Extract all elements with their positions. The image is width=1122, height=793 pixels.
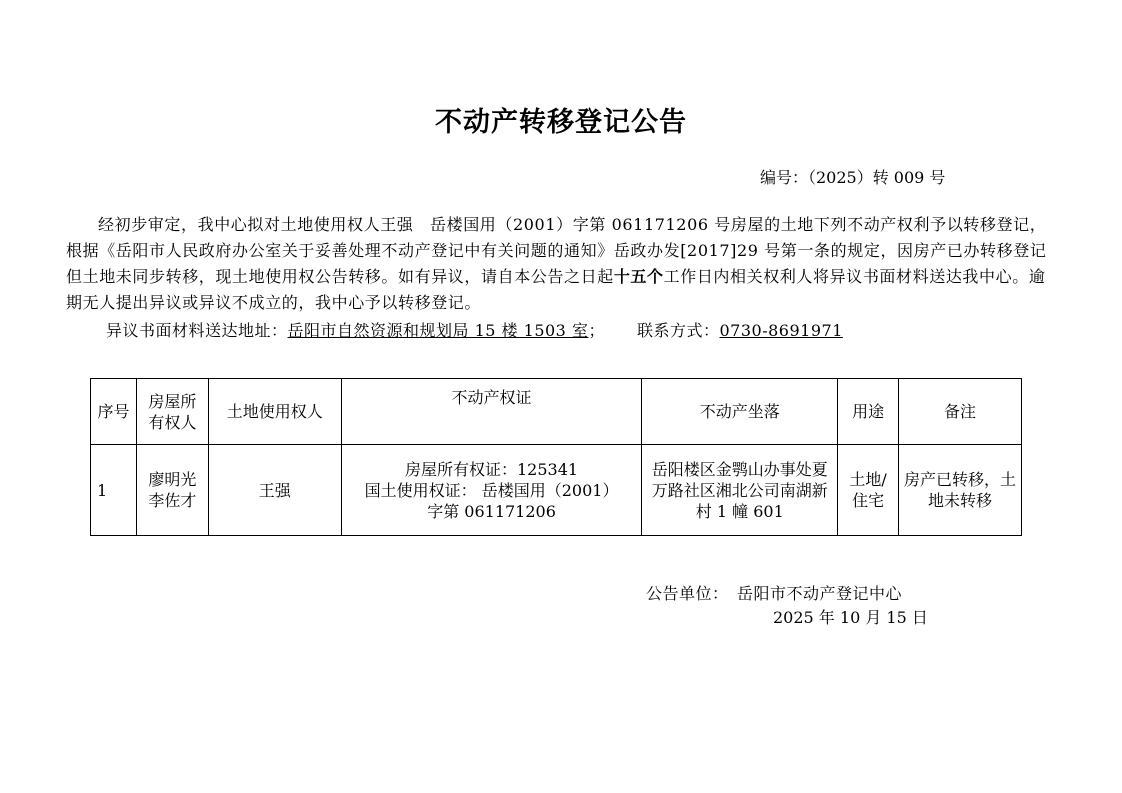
announcement-paragraph [66, 212, 1056, 316]
cert-line-number: 字第 061171206 [427, 501, 556, 521]
cell-note: 房产已转移，土地未转移 [899, 445, 1022, 536]
objection-address-line [106, 318, 843, 341]
cell-location: 岳阳楼区金鹗山办事处夏万路社区湘北公司南湖新村 1 幢 601 [642, 445, 838, 536]
cell-num: 1 [91, 445, 137, 536]
deadline-days: 十五个 [613, 267, 664, 286]
cell-usage: 土地/住宅 [838, 445, 899, 536]
issuer-line: 公告单位： 岳阳市不动产登记中心 [646, 584, 903, 603]
address-value: 岳阳市自然资源和规划局 15 楼 1503 室 [287, 321, 589, 340]
announcement-text-after-deadline: 工作日内相关权利人将异议书面材料送达我中心。逾期无人提出异议或异议不成立的，我中心予以转移登记。 [66, 267, 1046, 312]
cert-line-house: 房屋所有权证：125341 [405, 459, 579, 479]
header-house-owner: 房屋所有权人 [136, 379, 208, 445]
header-location: 不动产坐落 [642, 379, 838, 445]
address-label: 异议书面材料送达地址： [106, 321, 288, 340]
cell-land-user: 王强 [208, 445, 341, 536]
table-row [91, 445, 1022, 536]
announcement-text [66, 212, 1056, 316]
contact-value: 0730-8691971 [719, 321, 843, 340]
contact-label: 联系方式： [636, 321, 720, 340]
announcement-text-before-deadline: 经初步审定，我中心拟对土地使用权人王强 岳楼国用（2001）字第 061171206 号房屋的土地下列不动产权利予以转移登记，根据《岳阳市人民政府办公室关于妥善处理不动产登记中有关问题的通知》岳政办发[2017]29 号第一条的规定，因房产已办转移登记但土地未同步转移，现土地使用权公告转移。如有异议，请自本公告之日起 [66, 215, 1047, 286]
cell-cert [341, 445, 642, 536]
cell-house-owner: 廖明光李佐才 [136, 445, 208, 536]
address-separator: ； [588, 321, 605, 340]
header-usage: 用途 [838, 379, 899, 445]
cert-line-land: 国土使用权证： 岳楼国用（2001） [364, 480, 619, 500]
header-note: 备注 [899, 379, 1022, 445]
property-table [90, 378, 1022, 536]
document-number: 编号：（2025）转 009 号 [760, 168, 946, 187]
page-title: 不动产转移登记公告 [435, 107, 687, 138]
header-num: 序号 [91, 379, 137, 445]
header-cert: 不动产权证 [341, 379, 642, 445]
header-land-user: 土地使用权人 [208, 379, 341, 445]
table-header-row [91, 379, 1022, 445]
issue-date: 2025 年 10 月 15 日 [773, 608, 928, 627]
